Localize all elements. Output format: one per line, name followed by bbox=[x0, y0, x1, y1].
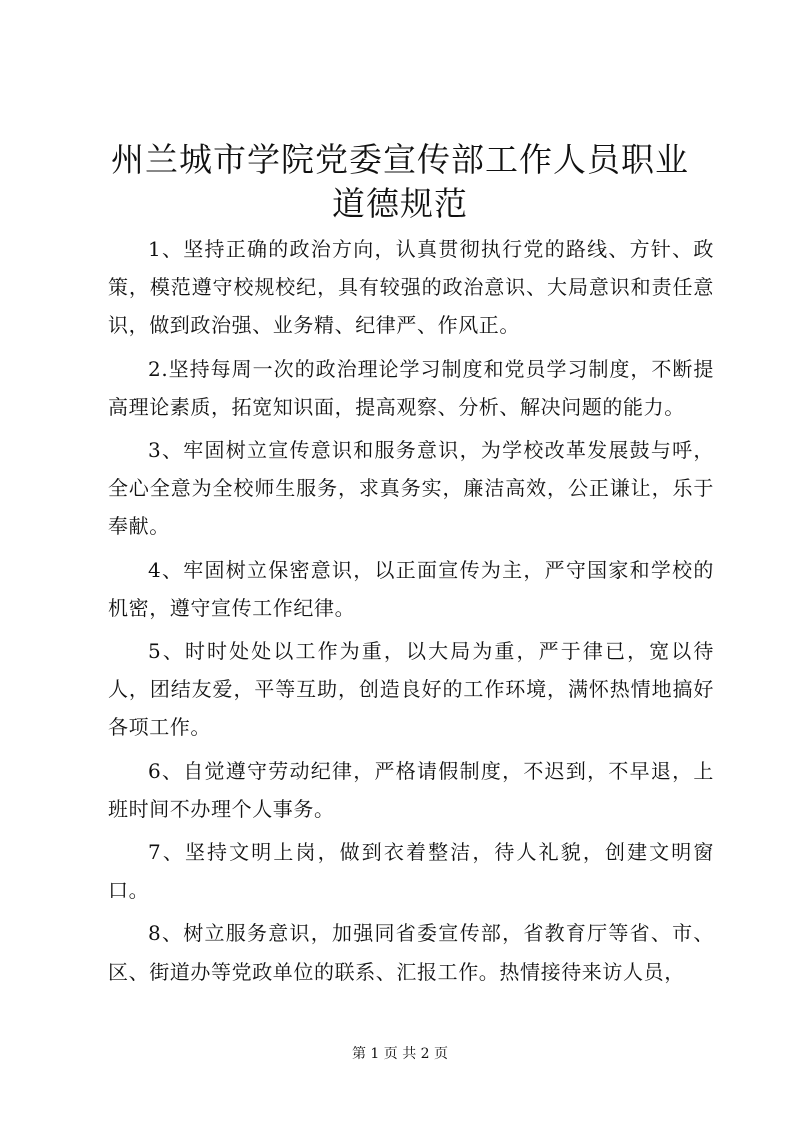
paragraph-6: 6、自觉遵守劳动纪律，严格请假制度，不迟到，不早退，上班时间不办理个人事务。 bbox=[108, 758, 714, 821]
paragraph-1: 1、坚持正确的政治方向，认真贯彻执行党的路线、方针、政策，模范遵守校规校纪，具有较强的政治意识、大局意识和责任意识，做到政治强、业务精、纪律严、作风正。 bbox=[108, 237, 714, 338]
paragraph-4: 4、牢固树立保密意识，以正面宣传为主，严守国家和学校的机密，遵守宣传工作纪律。 bbox=[108, 557, 714, 620]
paragraph-8: 8、树立服务意识，加强同省委宣传部，省教育厅等省、市、区、街道办等党政单位的联系、汇报工作。热情接待来访人员， bbox=[108, 921, 714, 984]
page-footer: 第 1 页 共 2 页 bbox=[351, 1046, 449, 1062]
paragraph-5: 5、时时处处以工作为重，以大局为重，严于律已，宽以待人，团结友爱，平等互助，创造良好的工作环境，满怀热情地搞好各项工作。 bbox=[108, 639, 714, 740]
document-title: 州兰城市学院党委宣传部工作人员职业道德规范 bbox=[111, 140, 689, 223]
paragraph-3: 3、牢固树立宣传意识和服务意识，为学校改革发展鼓与呼，全心全意为全校师生服务，求真务实，廉洁高效，公正谦让，乐于奉献。 bbox=[108, 438, 714, 539]
document-body bbox=[108, 230, 714, 996]
paragraph-7: 7、坚持文明上岗，做到衣着整洁，待人礼貌，创建文明窗口。 bbox=[108, 840, 714, 903]
paragraph-2: 2.坚持每周一次的政治理论学习制度和党员学习制度，不断提高理论素质，拓宽知识面，提高观察、分析、解决问题的能力。 bbox=[108, 356, 714, 419]
